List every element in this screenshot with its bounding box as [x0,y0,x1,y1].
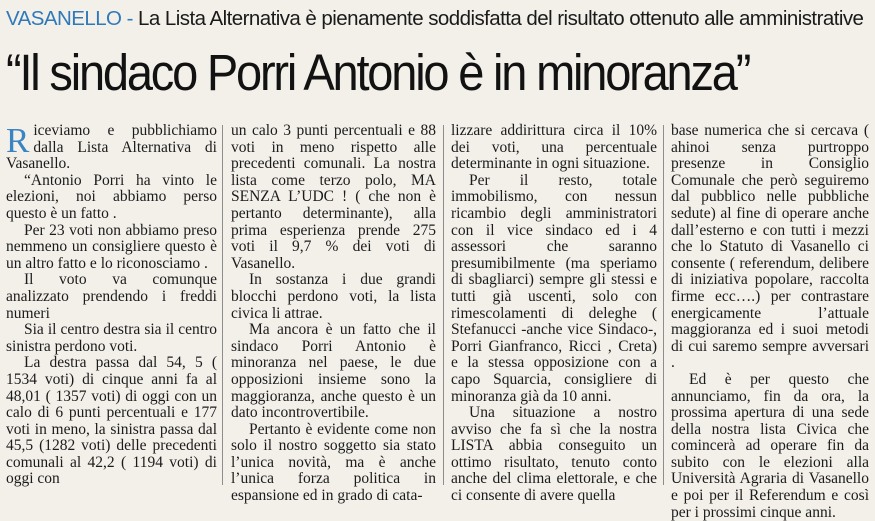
article-paragraph: Pertanto è evidente come non solo il nostro soggetto sia stato l’unica novità, ma è anche l’unica forza politica in espansione ed in grado di cata- [231,420,436,505]
article-paragraph: Ed è per questo che annunciamo, fin da ora, la prossima apertura di una sede della nostra lista Civica che comincerà ad operare fin da subito con le elezioni alla Università Agraria di Vasanello e poi per il Referendum e così per i prossimi cinque anni. [671,370,869,521]
article-paragraph: Per 23 voti non abbiamo preso nemmeno un consigliere questo è un altro fatto e lo riconosciamo . [6,221,217,272]
article-paragraph: In sostanza i due grandi blocchi perdono voti, la lista civica li attrae. [231,271,436,322]
article-paragraph: Per il resto, totale immobilismo, con nessun ricambio degli amministratori con il vice sindaco ed i 4 assessori che saranno presumibilmente (ma speriamo di sbagliarci) sempre gli stessi e tutti già uscenti, solo con rimescolamenti di deleghe ( Stefanucci -anche vice Sindaco-, Porri Gianfranco, Ricci , Creta) e la stessa opposizione con a capo Squarcia, consigliere di minoranza già da 10 anni. [451,171,657,405]
article-paragraph: Il voto va comunque analizzato prendendo i freddi numeri [6,271,217,322]
kicker-line [6,7,872,31]
article-column-1 [6,123,217,488]
article-paragraph: un calo 3 punti percentuali e 88 voti in meno rispetto alle precedenti comunali. La nostra lista come terzo polo, MA SENZA L’UDC ! ( che non è pertanto determinante), alla prima esperienza prende 275 voti il 9,7 % dei voti di Vasanello. [231,122,436,272]
article-paragraph: Sia il centro destra sia il centro sinistra perdono voti. [6,321,217,355]
article-paragraph: base numerica che si cercava ( ahinoi senza purtroppo presenze in Consiglio Comunale che però seguiremo dal pubblico nelle pubbliche sedute) al fine di operare anche dall’esterno e con tutti i mezzi che lo Statuto di Vasanello ci consente ( referendum, delibere di iniziativa popolare, raccolta firme ecc….) per contrastare energicamente l’attuale maggioranza ed i suoi metodi di cui saremo sempre avversari . [671,122,869,372]
article-paragraph: Una situazione a nostro avviso che fa sì che la nostra LISTA abbia conseguito un ottimo risultato, tenuto conto anche del clima elettorale, e che ci consente di avere quella [451,404,657,505]
column-rule [222,125,223,485]
kicker-text: La Lista Alternativa è pienamente soddisfatta del risultato ottenuto alle amministrative [138,7,864,30]
article-paragraph: La destra passa dal 54, 5 ( 1534 voti) di cinque anni fa al 48,01 ( 1357 voti) di oggi con un calo di 6 punti percentuali e 177 voti in meno, la sinistra passa dal 45,5 (1282 voti) delle precedenti comunali al 42,2 ( 1194 voti) di oggi con [6,354,217,488]
column-rule [663,125,664,485]
kicker-dash: - [126,7,133,30]
drop-cap: R [6,121,30,160]
headline: “Il sindaco Porri Antonio è in minoranza” [6,43,750,101]
kicker-place: VASANELLO [6,7,122,30]
article-column-3 [451,123,657,505]
article-paragraph: “Antonio Porri ha vinto le elezioni, noi abbiamo perso questo è un fatto . [6,171,217,222]
article-column-4 [671,123,869,521]
article-paragraph: Riceviamo e pubblichiamo dalla Lista Alternativa di Vasanello. [6,121,217,173]
article-column-2 [231,123,436,505]
column-rule [443,125,444,485]
article-paragraph: lizzare addirittura circa il 10% dei voti, una percentuale determinante in ogni situazione. [451,122,657,173]
article-paragraph: Ma ancora è un fatto che il sindaco Porri Antonio è minoranza nel paese, le due opposizioni insieme sono la maggioranza, anche questo è un dato incontrovertibile. [231,321,436,422]
